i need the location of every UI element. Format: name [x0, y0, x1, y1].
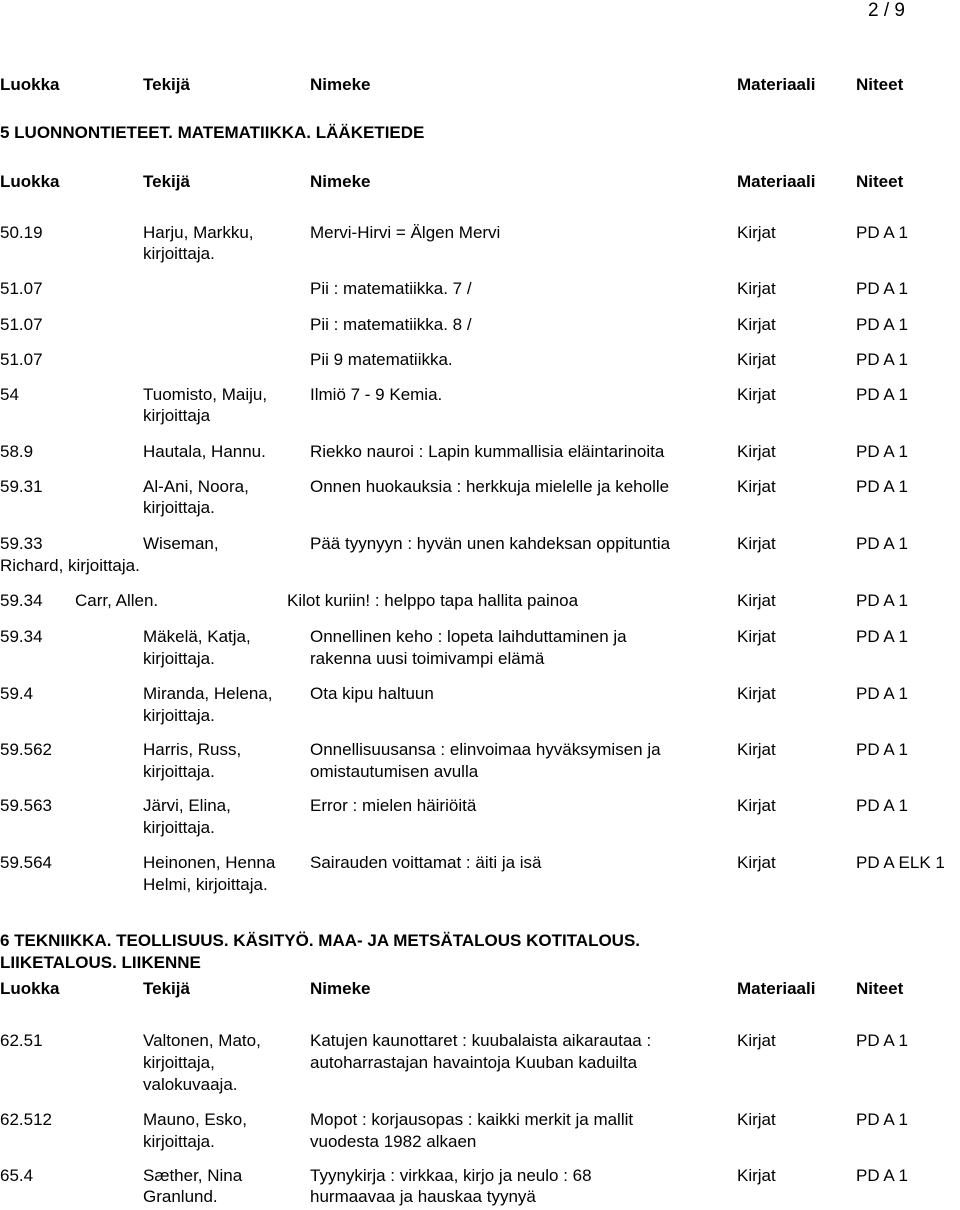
- cell-nimeke: omistautumisen avulla: [310, 762, 479, 781]
- cell-luokka: 54: [0, 385, 19, 404]
- cell-tekija: kirjoittaja: [143, 406, 211, 425]
- cell-materiaali: Kirjat: [737, 627, 776, 646]
- cell-niteet: PD A 1: [856, 627, 908, 646]
- col-materiaali: Materiaali: [737, 979, 816, 998]
- cell-materiaali: Kirjat: [737, 796, 776, 815]
- cell-nimeke: hurmaavaa ja hauskaa tyynyä: [310, 1187, 536, 1206]
- cell-tekija: kirjoittaja.: [143, 649, 215, 668]
- cell-materiaali: Kirjat: [737, 684, 776, 703]
- cell-tekija: Heinonen, Henna: [143, 853, 276, 872]
- cell-materiaali: Kirjat: [737, 477, 776, 496]
- cell-nimeke: Onnellinen keho : lopeta laihduttaminen ja: [310, 627, 627, 646]
- cell-niteet: PD A 1: [856, 315, 908, 334]
- cell-luokka: 62.512: [0, 1110, 52, 1129]
- cell-luokka: 59.34: [0, 627, 43, 646]
- cell-tekija: Harris, Russ,: [143, 740, 242, 759]
- cell-materiaali: Kirjat: [737, 1110, 776, 1129]
- cell-nimeke: Ilmiö 7 - 9 Kemia.: [310, 385, 443, 404]
- cell-niteet: PD A 1: [856, 1166, 908, 1185]
- cell-tekija: Valtonen, Mato,: [143, 1031, 261, 1050]
- cell-materiaali: Kirjat: [737, 350, 776, 369]
- cell-materiaali: Kirjat: [737, 853, 776, 872]
- cell-materiaali: Kirjat: [737, 1031, 776, 1050]
- cell-niteet: PD A 1: [856, 279, 908, 298]
- cell-nimeke: Pii : matematiikka. 7 /: [310, 279, 472, 298]
- cell-nimeke: Onnellisuusansa : elinvoimaa hyväksymisen ja: [310, 740, 661, 759]
- cell-tekija: kirjoittaja.: [143, 762, 215, 781]
- cell-materiaali: Kirjat: [737, 442, 776, 461]
- cell-tekija: Richard, kirjoittaja.: [0, 556, 140, 575]
- cell-luokka: 65.4: [0, 1166, 34, 1185]
- cell-materiaali: Kirjat: [737, 740, 776, 759]
- col-nimeke: Nimeke: [310, 172, 371, 191]
- cell-materiaali: Kirjat: [737, 385, 776, 404]
- cell-luokka: 59.564: [0, 853, 52, 872]
- cell-nimeke: Pii 9 matematiikka.: [310, 350, 453, 369]
- cell-nimeke: Ota kipu haltuun: [310, 684, 434, 703]
- col-luokka: Luokka: [0, 75, 60, 94]
- cell-luokka: 59.33: [0, 534, 43, 553]
- cell-tekija: kirjoittaja.: [143, 244, 215, 263]
- cell-nimeke: vuodesta 1982 alkaen: [310, 1132, 477, 1151]
- cell-tekija: Wiseman,: [143, 534, 219, 553]
- cell-luokka: 51.07: [0, 350, 43, 369]
- cell-tekija: Harju, Markku,: [143, 223, 254, 242]
- col-materiaali: Materiaali: [737, 172, 816, 191]
- cell-tekija: Miranda, Helena,: [143, 684, 273, 703]
- cell-tekija: Tuomisto, Maiju,: [143, 385, 268, 404]
- cell-nimeke: rakenna uusi toimivampi elämä: [310, 649, 545, 668]
- cell-niteet: PD A 1: [856, 796, 908, 815]
- cell-luokka: 62.51: [0, 1031, 43, 1050]
- cell-tekija: kirjoittaja.: [143, 1132, 215, 1151]
- col-niteet: Niteet: [856, 75, 904, 94]
- cell-luokka: 51.07: [0, 279, 43, 298]
- cell-tekija: Mäkelä, Katja,: [143, 627, 251, 646]
- cell-nimeke: autoharrastajan havaintoja Kuuban kaduilta: [310, 1053, 638, 1072]
- cell-niteet: PD A ELK 1: [856, 853, 945, 872]
- cell-nimeke: Kilot kuriin! : helppo tapa hallita painoa: [287, 591, 579, 610]
- cell-tekija: Helmi, kirjoittaja.: [143, 875, 268, 894]
- cell-niteet: PD A 1: [856, 534, 908, 553]
- col-nimeke: Nimeke: [310, 75, 371, 94]
- cell-niteet: PD A 1: [856, 591, 908, 610]
- col-tekija: Tekijä: [143, 75, 190, 94]
- section-title: 5 LUONNONTIETEET. MATEMATIIKKA. LÄÄKETIEDE: [0, 123, 425, 142]
- section-title: 6 TEKNIIKKA. TEOLLISUUS. KÄSITYÖ. MAA- JA METSÄTALOUS KOTITALOUS.: [0, 931, 641, 950]
- cell-luokka: 59.34: [0, 591, 43, 610]
- cell-niteet: PD A 1: [856, 350, 908, 369]
- col-materiaali: Materiaali: [737, 75, 816, 94]
- cell-tekija: Mauno, Esko,: [143, 1110, 247, 1129]
- cell-tekija: Sæther, Nina: [143, 1166, 243, 1185]
- cell-nimeke: Mopot : korjausopas : kaikki merkit ja mallit: [310, 1110, 634, 1129]
- cell-niteet: PD A 1: [856, 1031, 908, 1050]
- cell-tekija: kirjoittaja.: [143, 818, 215, 837]
- col-tekija: Tekijä: [143, 979, 190, 998]
- cell-tekija: Al-Ani, Noora,: [143, 477, 249, 496]
- cell-tekija: Järvi, Elina,: [143, 796, 231, 815]
- cell-nimeke: Onnen huokauksia : herkkuja mielelle ja keholle: [310, 477, 670, 496]
- col-niteet: Niteet: [856, 979, 904, 998]
- cell-nimeke: Pää tyynyyn : hyvän unen kahdeksan oppituntia: [310, 534, 671, 553]
- cell-nimeke: Sairauden voittamat : äiti ja isä: [310, 853, 542, 872]
- cell-tekija: kirjoittaja,: [143, 1053, 215, 1072]
- cell-niteet: PD A 1: [856, 223, 908, 242]
- cell-materiaali: Kirjat: [737, 591, 776, 610]
- cell-materiaali: Kirjat: [737, 315, 776, 334]
- cell-tekija: Hautala, Hannu.: [143, 442, 266, 461]
- cell-nimeke: Katujen kaunottaret : kuubalaista aikarautaa :: [310, 1031, 652, 1050]
- cell-tekija: Granlund.: [143, 1187, 218, 1206]
- cell-luokka: 59.31: [0, 477, 43, 496]
- cell-niteet: PD A 1: [856, 740, 908, 759]
- cell-materiaali: Kirjat: [737, 223, 776, 242]
- cell-niteet: PD A 1: [856, 684, 908, 703]
- cell-nimeke: Mervi-Hirvi = Älgen Mervi: [310, 223, 501, 242]
- cell-luokka: 51.07: [0, 315, 43, 334]
- cell-niteet: PD A 1: [856, 477, 908, 496]
- cell-tekija: kirjoittaja.: [143, 706, 215, 725]
- cell-nimeke: Error : mielen häiriöitä: [310, 796, 477, 815]
- col-luokka: Luokka: [0, 979, 60, 998]
- cell-niteet: PD A 1: [856, 385, 908, 404]
- cell-nimeke: Pii : matematiikka. 8 /: [310, 315, 472, 334]
- cell-niteet: PD A 1: [856, 1110, 908, 1129]
- cell-nimeke: Tyynykirja : virkkaa, kirjo ja neulo : 68: [310, 1166, 592, 1185]
- cell-nimeke: Riekko nauroi : Lapin kummallisia eläintarinoita: [310, 442, 665, 461]
- cell-luokka: 59.4: [0, 684, 34, 703]
- cell-luokka: 58.9: [0, 442, 34, 461]
- cell-niteet: PD A 1: [856, 442, 908, 461]
- cell-tekija: kirjoittaja.: [143, 498, 215, 517]
- cell-luokka: 59.563: [0, 796, 52, 815]
- section-title-line2: LIIKETALOUS. LIIKENNE: [0, 953, 201, 972]
- cell-luokka: 50.19: [0, 223, 43, 242]
- cell-materiaali: Kirjat: [737, 279, 776, 298]
- col-nimeke: Nimeke: [310, 979, 371, 998]
- page-number: 2 / 9: [868, 0, 905, 21]
- cell-tekija: Carr, Allen.: [75, 591, 159, 610]
- cell-materiaali: Kirjat: [737, 1166, 776, 1185]
- col-tekija: Tekijä: [143, 172, 190, 191]
- col-luokka: Luokka: [0, 172, 60, 191]
- cell-tekija: valokuvaaja.: [143, 1075, 238, 1094]
- col-niteet: Niteet: [856, 172, 904, 191]
- cell-materiaali: Kirjat: [737, 534, 776, 553]
- cell-luokka: 59.562: [0, 740, 52, 759]
